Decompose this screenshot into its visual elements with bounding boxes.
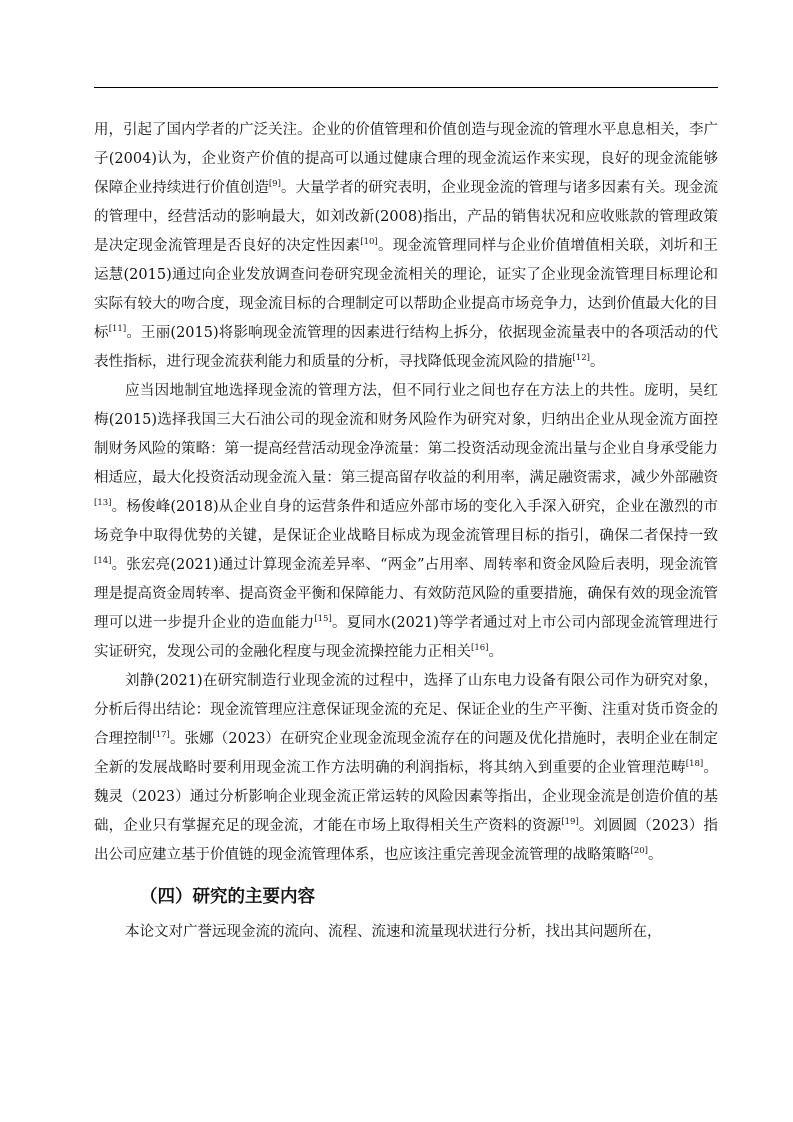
paragraph-text: 应当因地制宜地选择现金流的管理方法，但不同行业之间也存在方法上的共性。庞明，吴红梅(2015)选择我国三大石油公司的现金流和财务风险作为研究对象，归纳出企业从现金流方面控制财务风险的策略：第一提高经营活动现金净流量：第二投资活动现金流出量与企业自身承受能力相适应，最大化投资活动现金流入量：第三提高留存收益的利用率，满足融资需求，减少外部融资 xyxy=(94,383,718,486)
paragraph-text: 。王丽(2015)将影响现金流管理的因素进行结构上拆分，依据现金流量表中的各项活动的代表性指标，进行现金流获利能力和质量的分析，寻找降低现金流风险的措施 xyxy=(94,325,719,370)
paragraph-text: 。 xyxy=(647,847,663,863)
paragraph-text: 。 xyxy=(589,354,605,370)
section-heading: （四）研究的主要内容 xyxy=(140,887,315,907)
paragraph-3 xyxy=(94,667,718,870)
header-rule xyxy=(94,87,718,88)
paragraph-text: 。张宏亮(2021)通过计算现金流差异率、“两金”占用率、周转率和资金风险后表明，现金流管理是提高资金周转率、提高资金平衡和保障能力、有效防范风险的重要措施，确保有效的现金流管理可以进一步提升企业的造血能力 xyxy=(94,557,718,631)
paragraph-text: 。大量学者的研究表明，企业现金流的管理与诸多因素有关。现金流的管理中，经营活动的影响最大，如刘改新(2008)指出，产品的销售状况和应收账款的管理政策是决定现金流管理是否良好的决定性因素 xyxy=(94,180,718,254)
citation-ref-20: [20] xyxy=(630,846,648,856)
citation-ref-18: [18] xyxy=(685,759,704,769)
paragraph-1 xyxy=(94,116,718,377)
citation-ref-16: [16] xyxy=(471,643,489,653)
paragraph-text: 用，引起了国内学者的广泛关注。企业的价值管理和价值创造与现金流的管理水平息息相关，李广子(2004)认为，企业资产价值的提高可以通过健康合理的现金流运作来实现，良好的现金流能够保障企业持续进行价值创造 xyxy=(94,122,718,196)
paragraph-text: 刘静(2021)在研究制造行业现金流的过程中，选择了山东电力设备有限公司作为研究对象，分析后得出结论：现金流管理应注意保证现金流的充足、保证企业的生产平衡、注重对货币资金的合理控制 xyxy=(94,673,718,747)
citation-ref-19: [19] xyxy=(561,817,579,827)
paragraph-text: 。杨俊峰(2018)从企业自身的运营条件和适应外部市场的变化入手深入研究，企业在激烈的市场竞争中取得优势的关键，是保证企业战略目标成为现金流管理目标的指引，确保二者保持一致 xyxy=(94,499,718,544)
citation-ref-12: [12] xyxy=(572,353,590,363)
citation-ref-10: [10] xyxy=(360,237,378,247)
paragraph-text: 。 xyxy=(488,644,503,660)
paragraph-text: 。张娜（2023）在研究企业现金流现金流存在的问题及优化措施时，表明企业在制定全新的发展战略时要利用现金流工作方法明确的利润指标，将其纳入到重要的企业管理范畴 xyxy=(94,731,718,776)
closing-paragraph: 本论文对广誉远现金流的流向、流程、流速和流量现状进行分析，找出其问题所在， xyxy=(125,924,662,940)
citation-ref-11: [11] xyxy=(108,324,127,334)
citation-ref-14: [14] xyxy=(94,556,112,566)
page-body xyxy=(94,116,718,947)
citation-ref-13: [13] xyxy=(94,498,112,508)
paragraph-text: 。刘圆圆（2023）指出公司应建立基于价值链的现金流管理体系，也应该注重完善现金流管理的战略策略 xyxy=(94,818,718,863)
paragraph-2 xyxy=(94,377,718,667)
paragraph-text: 。夏同水(2021)等学者通过对上市公司内部现金流管理进行实证研究，发现公司的金融化程度与现金流操控能力正相关 xyxy=(94,615,719,660)
citation-ref-15: [15] xyxy=(314,614,332,624)
citation-ref-17: [17] xyxy=(152,730,170,740)
paragraph-text: 。现金流管理同样与企业价值增值相关联，刘圻和王运慧(2015)通过向企业发放调查问卷研究现金流相关的理论，证实了企业现金流管理目标理论和实际有较大的吻合度，现金流目标的合理制定可以帮助企业提高市场竞争力，达到价值最大化的目标 xyxy=(94,238,719,341)
citation-ref-9: [9] xyxy=(268,179,281,189)
paragraph-text: 。魏灵（2023）通过分析影响企业现金流正常运转的风险因素等指出，企业现金流是创造价值的基础，企业只有掌握充足的现金流，才能在市场上取得相关生产资料的资源 xyxy=(94,760,718,834)
